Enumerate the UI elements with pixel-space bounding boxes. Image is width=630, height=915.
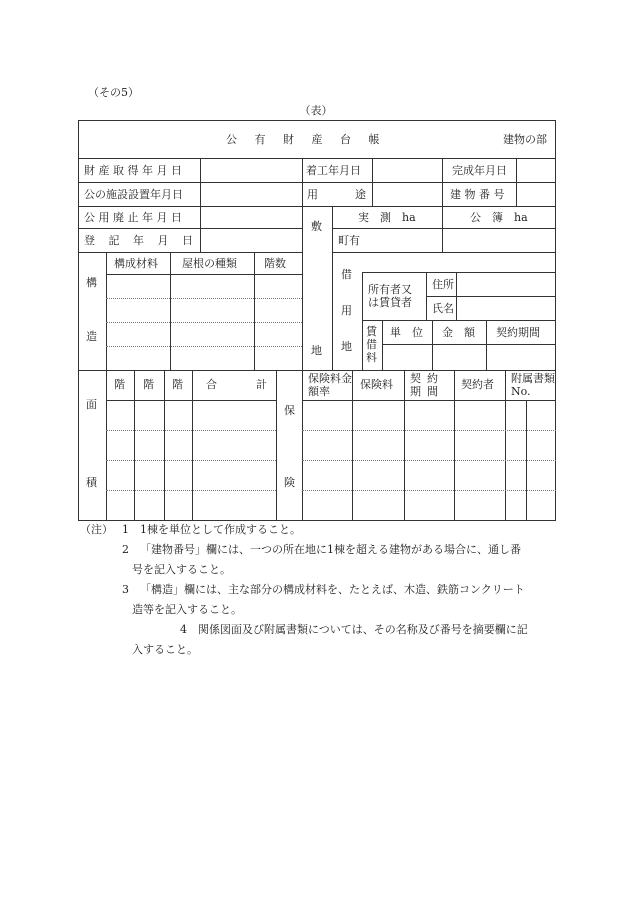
line-v-area-total bbox=[276, 370, 277, 520]
header-floor-2: 階 bbox=[143, 378, 154, 391]
note-1-number: 1 bbox=[122, 523, 129, 536]
note-2-number: 2 bbox=[122, 543, 129, 556]
line-v-center bbox=[302, 158, 303, 370]
frame-left bbox=[78, 120, 79, 521]
header-total-b: 計 bbox=[256, 378, 267, 391]
dots-ins-2 bbox=[302, 460, 556, 461]
line-h-rent-top bbox=[362, 320, 556, 321]
dots-ins-3 bbox=[302, 490, 556, 491]
label-lease-3: 地 bbox=[341, 340, 352, 353]
line-v-ins-2 bbox=[404, 370, 405, 520]
dots-area-1 bbox=[106, 430, 276, 431]
label-complete-date: 完成年月日 bbox=[452, 164, 507, 177]
ledger-title: 公 有 財 産 台 帳 bbox=[226, 133, 380, 146]
label-lease-1: 借 bbox=[341, 268, 352, 281]
label-rent-amount: 金 額 bbox=[442, 326, 475, 339]
notes-label: （注） bbox=[80, 523, 113, 536]
note-2-text: 「建物番号」欄には、一つの所在地に1棟を超える建物がある場合に、通し番 bbox=[140, 543, 521, 556]
label-area-1: 面 bbox=[86, 398, 97, 411]
label-rent-period: 契約期間 bbox=[496, 326, 540, 339]
line-v-ins-label bbox=[302, 370, 303, 520]
label-start-date: 着工年月日 bbox=[306, 164, 361, 177]
frame-top bbox=[78, 120, 556, 121]
label-structure-1: 構 bbox=[86, 276, 97, 289]
line-h-area-header bbox=[106, 400, 276, 401]
line-v-area-1 bbox=[134, 370, 135, 520]
line-v-r3 bbox=[516, 158, 517, 206]
line-h-mid bbox=[78, 370, 556, 371]
note-4-text: 関係図面及び附属書類については、その名称及び番号を摘要欄に記 bbox=[198, 623, 528, 636]
label-abolish-date: 公 用 廃 止 年 月 日 bbox=[84, 211, 182, 224]
line-v-struct-label bbox=[106, 252, 107, 370]
dots-area-3 bbox=[106, 490, 276, 491]
line-h5-right bbox=[332, 252, 556, 253]
note-3-text: 「構造」欄には、主な部分の構成材料を、たとえば、木造、鉄筋コンクリート bbox=[140, 583, 525, 596]
label-building-number: 建 物 番 号 bbox=[450, 188, 505, 201]
header-roof: 屋根の種類 bbox=[182, 257, 237, 270]
note-1-text: 1棟を単位として作成すること。 bbox=[140, 523, 301, 536]
header-premium: 保険料 bbox=[360, 378, 393, 391]
line-v-lease bbox=[362, 272, 363, 370]
label-measured-ha: 実 測 ha bbox=[358, 211, 416, 224]
header-material: 構成材料 bbox=[114, 257, 158, 270]
header-floor-3: 階 bbox=[172, 378, 183, 391]
line-v-rent-amount bbox=[486, 320, 487, 370]
dots-struct-1 bbox=[106, 298, 302, 299]
header-floors: 階数 bbox=[264, 257, 286, 270]
line-h4-left bbox=[78, 228, 302, 229]
line-v-ins-4 bbox=[505, 370, 506, 520]
label-site-1: 敷 bbox=[311, 220, 322, 233]
line-v-struct-roof bbox=[254, 252, 255, 370]
header-total-a: 合 bbox=[206, 378, 217, 391]
label-structure-2: 造 bbox=[86, 330, 97, 343]
header-contractor: 契約者 bbox=[461, 378, 494, 391]
line-v-rent-label bbox=[382, 320, 383, 370]
line-v-ins-1 bbox=[352, 370, 353, 520]
ledger-subtitle: 建物の部 bbox=[503, 133, 547, 146]
line-h1 bbox=[78, 158, 556, 159]
header-attachments: 附属書類No. bbox=[511, 372, 555, 398]
dots-ins-1 bbox=[302, 430, 556, 431]
line-h4-right bbox=[332, 228, 556, 229]
label-official-ha: 公 簿 ha bbox=[470, 211, 528, 224]
line-v-r1 bbox=[372, 158, 373, 206]
line-v-struct-material bbox=[170, 252, 171, 370]
line-v-area-3 bbox=[192, 370, 193, 520]
label-install-date: 公の施設設置年月日 bbox=[84, 188, 183, 201]
form-side-label: （表） bbox=[299, 104, 333, 117]
note-2-continued: 号を記入すること。 bbox=[132, 563, 231, 576]
dots-struct-3 bbox=[106, 346, 302, 347]
note-4-continued: 入すること。 bbox=[132, 643, 198, 656]
label-insurance-1: 保 bbox=[284, 404, 295, 417]
line-h3 bbox=[78, 206, 556, 207]
label-rent: 賃借料 bbox=[366, 325, 377, 364]
line-h-owner-mid bbox=[426, 296, 556, 297]
line-v-area-2 bbox=[164, 370, 165, 520]
note-3-continued: 造等を記入すること。 bbox=[132, 603, 242, 616]
label-insurance-2: 険 bbox=[284, 476, 295, 489]
label-rent-unit: 単 位 bbox=[390, 326, 423, 339]
line-h-lease-top bbox=[362, 272, 556, 273]
label-owner-address: 住所 bbox=[432, 278, 454, 291]
line-v-site-mid bbox=[442, 206, 443, 252]
label-owner: 所有者又は賃貸者 bbox=[368, 283, 412, 309]
label-town-owned: 町有 bbox=[338, 234, 360, 247]
line-v-site bbox=[332, 206, 333, 370]
line-h5-left bbox=[78, 252, 302, 253]
label-registration-date: 登 記 年 月 日 bbox=[84, 234, 193, 247]
dots-area-2 bbox=[106, 460, 276, 461]
line-h-rent-mid bbox=[382, 344, 556, 345]
label-use-b: 途 bbox=[355, 188, 366, 201]
label-site-2: 地 bbox=[311, 344, 322, 357]
header-floor-1: 階 bbox=[114, 378, 125, 391]
line-h2 bbox=[78, 182, 556, 183]
note-4-number: 4 bbox=[180, 623, 187, 636]
dots-struct-2 bbox=[106, 322, 302, 323]
label-lease-2: 用 bbox=[341, 304, 352, 317]
line-h-struct-header bbox=[106, 274, 302, 275]
line-h-ins-header bbox=[302, 400, 556, 401]
line-v-rent-unit bbox=[432, 320, 433, 370]
note-3-number: 3 bbox=[122, 583, 129, 596]
label-acquire-date: 財 産 取 得 年 月 日 bbox=[84, 164, 182, 177]
header-premium-rate: 保険料金額率 bbox=[308, 372, 352, 398]
label-use-a: 用 bbox=[307, 188, 318, 201]
line-v-r2 bbox=[442, 158, 443, 206]
form-part-label: （その5） bbox=[88, 86, 139, 99]
line-v-ins-3 bbox=[454, 370, 455, 520]
line-v-area-label bbox=[106, 370, 107, 520]
header-contract-term: 契約期間 bbox=[410, 372, 444, 398]
label-area-2: 積 bbox=[86, 476, 97, 489]
label-owner-name: 氏名 bbox=[432, 302, 454, 315]
line-v-left-labels bbox=[200, 158, 201, 252]
